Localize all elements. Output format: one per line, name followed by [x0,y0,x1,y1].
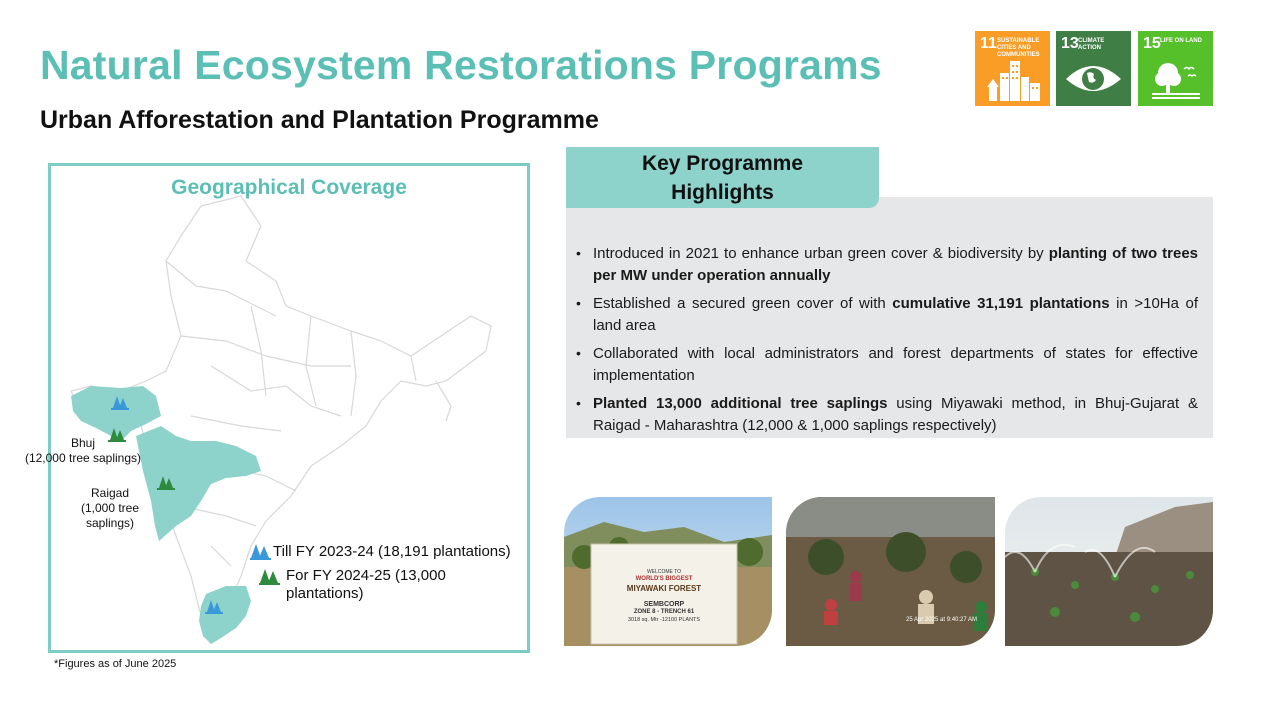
sdg-11-number: 11 [980,35,997,52]
legend-till [249,542,511,562]
tree-marker-blue-gujarat [109,394,131,412]
legend-for [258,567,488,603]
highlight-item-1: Introduced in 2021 to enhance urban green cover & biodiversity by planting of two trees per MW under operation annually [593,245,1199,284]
highlights-title-text: Key Programme Highlights [641,151,804,204]
sdg-13-tile [1056,31,1131,106]
highlight-item [576,393,1198,436]
photo-timestamp: 25 Apr 2025 at 9:40:27 AM [906,617,978,623]
highlight-item [576,343,1198,386]
geographical-coverage-panel [48,163,530,653]
page-title: Natural Ecosystem Restorations Programs [40,42,882,88]
photo-sprinkler-plantation [1005,497,1213,646]
photo-workers-scene [786,497,995,646]
sign-forest: MIYAWAKI FOREST [626,584,702,593]
sign-worlds: WORLD'S BIGGEST [635,576,693,582]
tree-birds-icon [1138,31,1213,106]
page-subtitle: Urban Afforestation and Plantation Programme [40,106,599,134]
sdg-13-label: CLIMATE ACTION [1078,38,1105,51]
highlight-item [576,243,1198,286]
highlight-item-2: Established a secured green cover of with cumulative 31,191 plantations in >10Ha of land area [593,295,1199,334]
sdg-13-number: 13 [1061,35,1079,52]
highlights-title [566,147,879,208]
bhuj-label: Bhuj (12,000 tree saplings) [24,436,142,465]
tree-blue-icon [249,542,273,562]
highlight-item [576,293,1198,336]
map-title: Geographical Coverage [171,176,407,199]
footnote: *Figures as of June 2025 [54,658,177,670]
sign-zone: ZONE 8 - TRENCH 61 [633,609,695,615]
legend-till-text: Till FY 2023-24 (18,191 plantations) [273,542,511,560]
tree-green-icon [258,567,282,587]
sign-company: SEMBCORP [643,601,685,608]
highlight-item-4: Planted 13,000 additional tree saplings using Miyawaki method, in Bhuj-Gujarat & Raigad - Maharashtra (12,000 & 1,000 saplings respectively) [593,395,1198,434]
sdg-11-tile [975,31,1050,106]
sign-area: 3018 sq. Mtr -12100 PLANTS [627,617,701,623]
raigad-label: Raigad (1,000 tree saplings) [80,486,140,530]
sdg-15-tile [1138,31,1213,106]
sdg-11-label: SUSTAINABLE CITIES AND COMMUNITIES [997,38,1040,58]
photo-planting-workers [786,497,995,646]
photo-sprinkler-scene [1005,497,1213,646]
sign-welcome: WELCOME TO [647,569,681,575]
eye-globe-icon [1056,31,1131,106]
highlight-item-3: Collaborated with local administrators and forest departments of states for effective implementation [593,345,1198,384]
photo-miyawaki-sign [564,497,772,646]
legend-for-text: For FY 2024-25 (13,000 plantations) [286,567,446,602]
city-icon [975,31,1050,106]
highlights-list [576,243,1198,443]
tree-marker-blue-tamilnadu [203,598,225,616]
sdg-15-number: 15 [1143,35,1161,52]
sdg-15-label: LIFE ON LAND [1160,38,1202,44]
tree-marker-green-raigad [155,474,177,492]
